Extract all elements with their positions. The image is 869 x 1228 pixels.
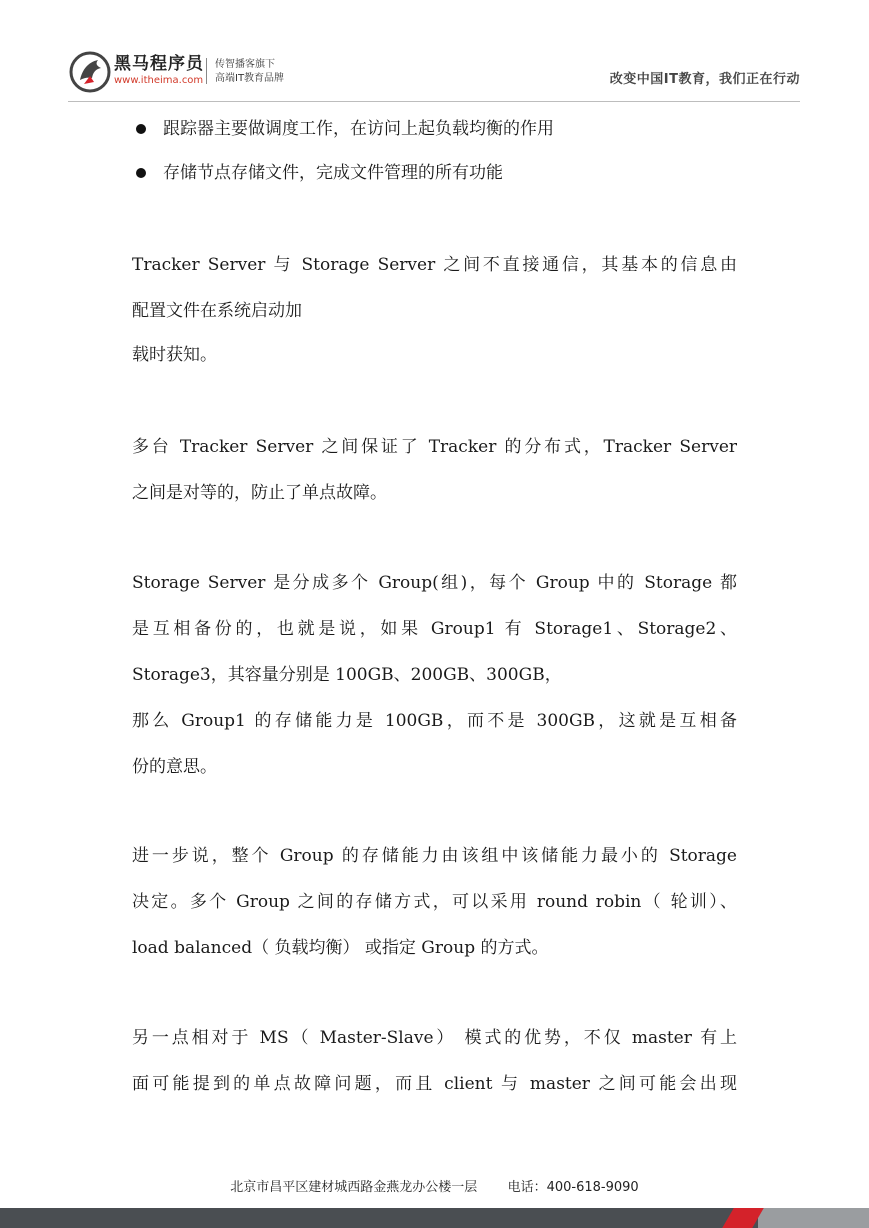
brand-subtitle-line-2: 高端IT教育品牌	[215, 73, 285, 84]
paragraph-line: 配置文件在系统启动加	[132, 301, 302, 321]
paragraph-line: 那么 Group1 的存储能力是 100GB，而不是 300GB，这就是互相备	[132, 711, 737, 731]
itheima-horse-logo-icon	[68, 50, 112, 94]
paragraph-storage-groups	[132, 560, 737, 790]
paragraph-line: 是互相备份的，也就是说，如果 Group1 有 Storage1、Storage2、	[132, 619, 737, 639]
footer-bar-accent-gray	[758, 1208, 869, 1228]
bullet-dot-icon	[136, 168, 146, 178]
footer-address: 北京市昌平区建材城西路金燕龙办公楼一层	[230, 1180, 478, 1195]
paragraph-line: 进一步说，整个 Group 的存储能力由该组中该储能力最小的 Storage	[132, 846, 737, 866]
bullet-text: 跟踪器主要做调度工作，在访问上起负载均衡的作用	[163, 119, 554, 139]
paragraph-line: Storage3，其容量分别是 100GB、200GB、300GB，	[132, 665, 562, 685]
paragraph-line: 份的意思。	[132, 757, 217, 777]
paragraph-line: load balanced（ 负载均衡） 或指定 Group 的方式。	[132, 938, 549, 958]
brand-name: 黑马程序员	[114, 54, 204, 74]
paragraph-tracker-storage	[132, 242, 737, 378]
brand-subtitle	[215, 58, 284, 86]
paragraph-line: Tracker Server 与 Storage Server 之间不直接通信，其基本的信息由	[132, 255, 737, 275]
paragraph-line: 多台 Tracker Server 之间保证了 Tracker 的分布式，Tracker Server	[132, 437, 737, 457]
bullet-text: 存储节点存储文件，完成文件管理的所有功能	[163, 163, 503, 183]
paragraph-line: 面可能提到的单点故障问题，而且 client 与 master 之间可能会出现	[132, 1074, 737, 1094]
header-slogan: 改变中国IT教育，我们正在行动	[609, 72, 800, 87]
paragraph-group-capacity	[132, 833, 737, 971]
paragraph-line: 载时获知。	[132, 345, 217, 365]
paragraph-tracker-distributed	[132, 424, 737, 516]
brand-divider	[206, 58, 207, 84]
paragraph-line: 决定。多个 Group 之间的存储方式，可以采用 round robin（ 轮训）、	[132, 892, 737, 912]
footer-phone: 电话：400-618-9090	[507, 1180, 639, 1195]
brand-block	[114, 54, 204, 88]
paragraph-line: 之间是对等的，防止了单点故障。	[132, 483, 387, 503]
page-header	[68, 48, 800, 102]
paragraph-line: 另一点相对于 MS（ Master-Slave） 模式的优势，不仅 master 有上	[132, 1028, 737, 1048]
bullet-dot-icon	[136, 124, 146, 134]
paragraph-master-slave	[132, 1015, 737, 1107]
paragraph-line: Storage Server 是分成多个 Group(组)，每个 Group 中的 Storage 都	[132, 573, 737, 593]
brand-url: www.itheima.com	[114, 75, 204, 86]
page-footer-contact	[0, 1176, 869, 1195]
brand-subtitle-line-1: 传智播客旗下	[215, 59, 275, 70]
